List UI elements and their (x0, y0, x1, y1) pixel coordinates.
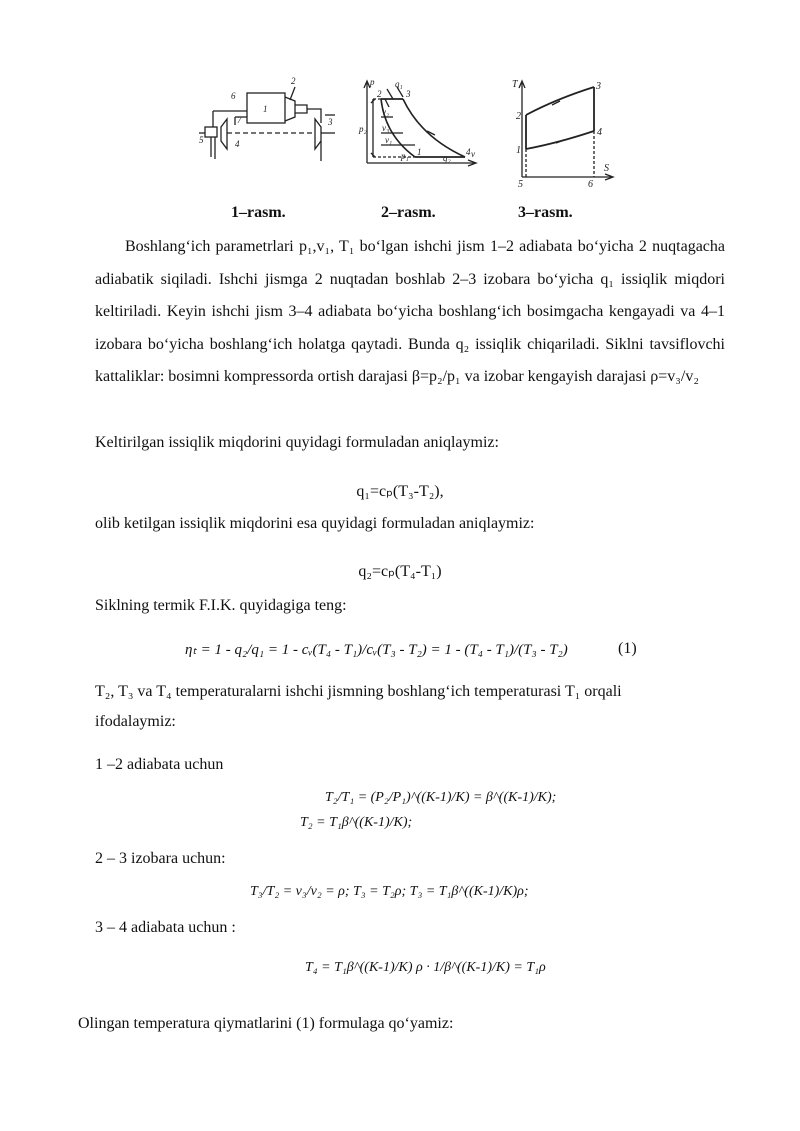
figure-2-pv-diagram (335, 75, 485, 175)
q1-formula: q₁=cₚ(T₃-T₂), (356, 483, 444, 500)
scheme-label-5: 5 (199, 135, 204, 145)
figure-1-scheme (195, 75, 345, 180)
pv-label-4: 4 (466, 147, 471, 157)
pv-label-1: 1 (417, 147, 422, 157)
pv-label-v1: v₁ (385, 135, 393, 145)
isobar-23-heading: 2 – 3 izobara uchun: (95, 850, 226, 867)
pv-label-p2: p₂ (359, 124, 367, 134)
q2-intro-text: olib ketilgan issiqlik miqdorini esa quyidagi formuladan aniqlaymiz: (95, 515, 535, 532)
pv-label-p1: p₁ (401, 151, 409, 161)
temps-text-line-2: ifodalaymiz: (95, 713, 176, 730)
adiabat-12-formula-b: T₂ = T₁β^((K-1)/K); (300, 815, 413, 830)
figure-3-ts-diagram (500, 75, 620, 190)
pv-label-v3: v₃ (382, 123, 390, 133)
ts-label-5: 5 (518, 179, 523, 190)
adiabat-34-heading: 3 – 4 adiabata uchun : (95, 919, 236, 936)
pv-label-2: 2 (377, 89, 382, 99)
pv-axis-v: v (471, 149, 475, 159)
q2-formula: q₂=cₚ(T₄-T₁) (358, 563, 442, 580)
scheme-label-6: 6 (231, 91, 236, 101)
figure-1-caption: 1–rasm. (231, 204, 286, 221)
scheme-label-2: 2 (291, 76, 296, 86)
figure-2-caption: 2–rasm. (381, 204, 436, 221)
scheme-label-1: 1 (263, 104, 268, 114)
pv-diagram (335, 75, 485, 175)
figure-3-caption: 3–rasm. (518, 204, 573, 221)
scheme-label-7: 7 (237, 115, 242, 125)
cycle-description-paragraph: Boshlang‘ich parametrlari p₁,v₁, T₁ bo‘lgan ishchi jism 1–2 adiabata bo‘yicha 2 nuqtagacha adiabatik siqiladi. Ishchi jismga 2 nuqtadan boshlab 2–3 izobara bo‘yicha q₁ issiqlik miqdori keltiriladi. Keyin ishchi jism 3–4 adiabata bo‘yicha boshlang‘ich bosimgacha kengayadi va 4–1 izobara bo‘yicha boshlang‘ich holatga qaytadi. Bunda q₂ issiqlik chiqariladi. Siklni tavsiflovchi kattaliklar: bosimni kompressorda ortish darajasi β=p₂/p₁ va izobar kengayish darajasi ρ=v₃/v₂ (95, 238, 725, 385)
q1-intro-text: Keltirilgan issiqlik miqdorini quyidagi formuladan aniqlaymiz: (95, 434, 499, 451)
pv-label-v2: v₂ (382, 107, 390, 117)
pv-axis-p: p (370, 77, 375, 87)
eta-formula-number: (1) (618, 640, 637, 657)
pv-label-3: 3 (406, 89, 411, 99)
gtu-scheme-diagram (195, 75, 345, 180)
pv-label-q2: q₂ (443, 153, 451, 163)
isobar-23-formula: T₃/T₂ = v₃/v₂ = ρ; T₃ = T₂ρ; T₃ = T₁β^((K-1)/K)ρ; (250, 884, 529, 899)
adiabat-12-formula-a: T₂/T₁ = (P₂/P₁)^((K-1)/K) = β^((K-1)/K); (325, 790, 557, 805)
adiabat-12-heading: 1 –2 adiabata uchun (95, 756, 224, 773)
temps-text-line-1: T₂, T₃ va T₄ temperaturalarni ishchi jismning boshlang‘ich temperaturasi T₁ orqali (95, 683, 622, 700)
scheme-label-4: 4 (235, 139, 240, 149)
ts-axis-S: S (604, 163, 609, 174)
final-substitution-text: Olingan temperatura qiymatlarini (1) formulaga qo‘yamiz: (78, 1015, 454, 1032)
ts-axis-T: T (512, 79, 518, 90)
ts-label-2: 2 (516, 111, 521, 122)
ts-label-3: 3 (596, 81, 601, 92)
ts-label-4: 4 (597, 127, 602, 138)
pv-label-q1: q₁ (395, 79, 403, 89)
adiabat-34-formula: T₄ = T₁β^((K-1)/K) ρ · 1/β^((K-1)/K) = T₁ρ (305, 960, 546, 975)
eta-formula: ηₜ = 1 - q₂/q₁ = 1 - cᵥ(T₄ - T₁)/cᵥ(T₃ - T₂) = 1 - (T₄ - T₁)/(T₃ - T₂) (185, 642, 568, 658)
ts-label-1: 1 (516, 145, 521, 156)
eta-intro-text: Siklning termik F.I.K. quyidagiga teng: (95, 597, 347, 614)
ts-label-6: 6 (588, 179, 593, 190)
ts-diagram (500, 75, 620, 190)
scheme-label-3: 3 (328, 117, 333, 127)
